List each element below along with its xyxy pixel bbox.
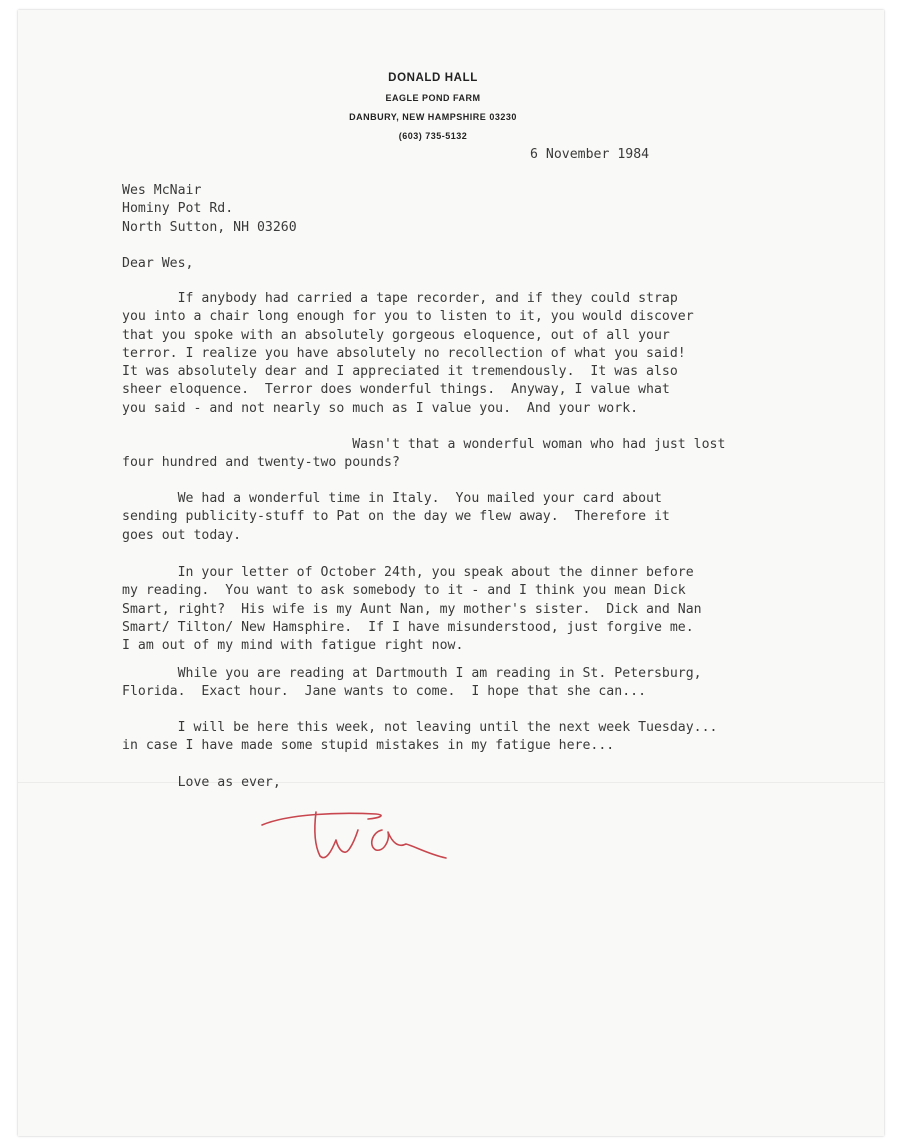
recipient-name: Wes McNair: [122, 183, 202, 198]
body-paragraph-6: I will be here this week, not leaving until the next week Tuesday... in case I have made some stupid mistakes in my fatigue here...: [122, 720, 718, 754]
closing: Love as ever,: [122, 775, 281, 790]
recipient-street: Hominy Pot Rd.: [122, 201, 234, 217]
recipient-address: [122, 182, 297, 237]
body-paragraph-3: We had a wonderful time in Italy. You mailed your card about sending publicity-stuff to Pat on the day we flew away. Therefore it goes out today.: [122, 491, 670, 543]
body-paragraph-4: In your letter of October 24th, you speak about the dinner before my reading. You want to ask somebody to it - and I think you mean Dick Smart, right? His wife is my Aunt Nan, my mother's sister. Dick and Nan Smart/ Tilton/ New Hamsphire. If I have misunderstood, just forgive me. I am out of my mind with fatigue right now.: [122, 565, 702, 654]
salutation: Dear Wes,: [122, 256, 194, 271]
letterhead-name: DONALD HALL: [388, 72, 478, 84]
recipient-city: North Sutton, NH 03260: [122, 219, 297, 235]
body-paragraph-1: If anybody had carried a tape recorder, and if they could strap you into a chair long enough for you to listen to it, you would discover that you spoke with an absolutely gorgeous eloquence, out of all your terror. I realize you have absolutely no recollection of what you said! It was absolutely dear and I appreciated it tremendously. It was also sheer eloquence. Terror does wonderful things. Anyway, I value what you said - and not nearly so much as I value you. And your work.: [122, 291, 694, 416]
letterhead-phone: (603) 735-5132: [398, 131, 468, 141]
letterhead-address: DANBURY, NEW HAMPSHIRE 03230: [349, 112, 517, 122]
body-paragraph-2: Wasn't that a wonderful woman who had just lost four hundred and twenty-two pounds?: [122, 437, 726, 471]
body-paragraph-5: While you are reading at Dartmouth I am reading in St. Petersburg, Florida. Exact hour. Jane wants to come. I hope that she can...: [122, 666, 702, 700]
letterhead-farm: EAGLE POND FARM: [385, 93, 481, 103]
handwritten-signature: [258, 800, 458, 870]
letter-date: 6 November 1984: [530, 147, 650, 162]
letterhead: [0, 72, 866, 146]
